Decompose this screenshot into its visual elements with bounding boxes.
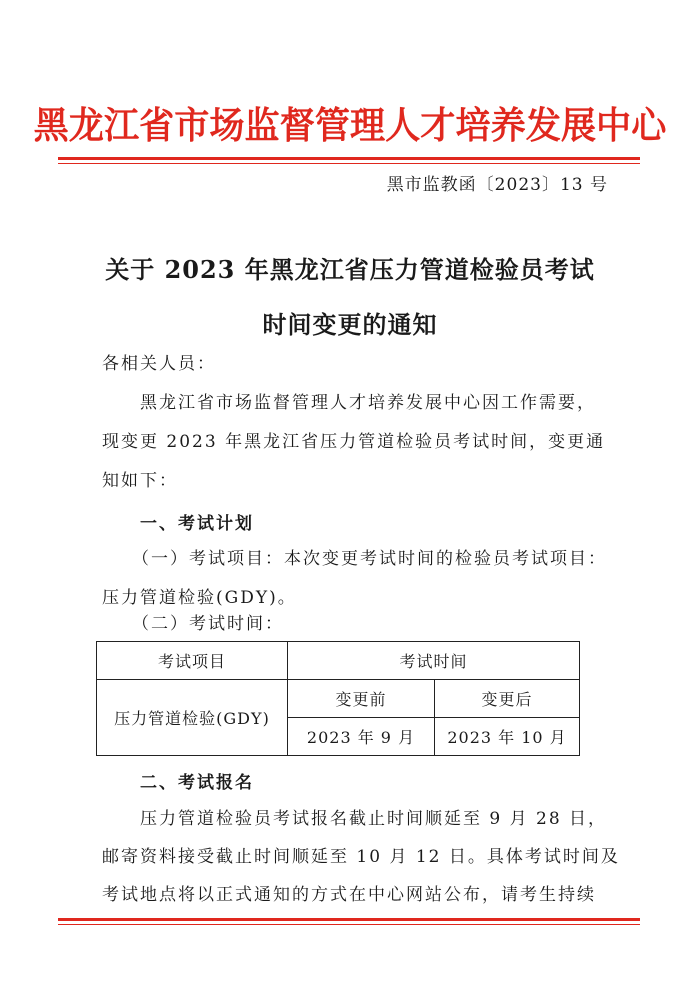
- section-2-line-2: 邮寄资料接受截止时间顺延至 10 月 12 日。具体考试时间及: [102, 847, 620, 867]
- section-1-heading: 一、考试计划: [140, 514, 254, 534]
- item-2-label: （二）考试时间：: [132, 614, 284, 634]
- section-2-line-1: 压力管道检验员考试报名截止时间顺延至 9 月 28 日，: [140, 809, 608, 829]
- exam-schedule-table: [96, 641, 580, 756]
- intro-line-3: 知如下：: [102, 471, 178, 491]
- table-cell-before: 2023 年 9 月: [288, 718, 435, 756]
- item-1-line-1: （一）考试项目：本次变更考试时间的检验员考试项目：: [132, 549, 607, 569]
- document-title-line-2: 时间变更的通知: [262, 310, 438, 339]
- intro-line-2: 现变更 2023 年黑龙江省压力管道检验员考试时间，变更通: [102, 432, 606, 452]
- section-2-heading: 二、考试报名: [140, 773, 254, 793]
- intro-line-1: 黑龙江省市场监督管理人才培养发展中心因工作需要，: [140, 393, 596, 413]
- footer-rule-thin: [58, 924, 640, 925]
- salutation: 各相关人员：: [102, 354, 216, 374]
- organization-header: 黑龙江省市场监督管理人才培养发展中心: [33, 104, 667, 147]
- header-rule-thick: [58, 157, 640, 160]
- table-cell-after: 2023 年 10 月: [435, 718, 580, 756]
- item-1-line-2: 压力管道检验(GDY)。: [102, 588, 297, 608]
- table-cell-project: 压力管道检验(GDY): [97, 680, 288, 756]
- section-2-line-3: 考试地点将以正式通知的方式在中心网站公布，请考生持续: [102, 885, 596, 905]
- table-header-before: 变更前: [288, 680, 435, 718]
- table-header-project: 考试项目: [97, 642, 288, 680]
- document-number: 黑市监教函〔2023〕13 号: [386, 175, 608, 195]
- header-rule-thin: [58, 163, 640, 164]
- table-header-after: 变更后: [435, 680, 580, 718]
- document-title-line-1: 关于 2023 年黑龙江省压力管道检验员考试: [105, 255, 595, 284]
- table-header-time: 考试时间: [288, 642, 580, 680]
- footer-rule-thick: [58, 918, 640, 921]
